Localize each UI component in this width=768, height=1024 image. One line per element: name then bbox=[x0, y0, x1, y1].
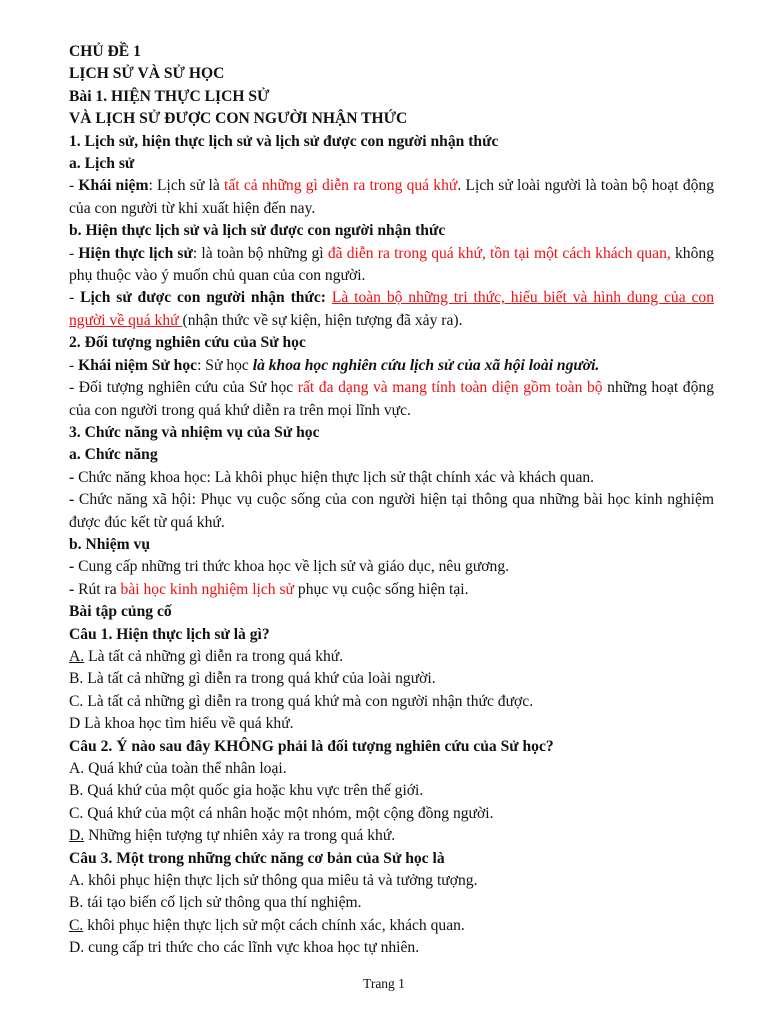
answer-letter: A. bbox=[69, 647, 85, 665]
q1-option-a: A. Là tất cả những gì diễn ra trong quá khứ. bbox=[69, 647, 344, 665]
term-label: Hiện thực lịch sử bbox=[78, 244, 193, 262]
question-1: Câu 1. Hiện thực lịch sử là gì? bbox=[69, 625, 270, 643]
highlight-text: tất cả những gì diễn ra trong quá khứ bbox=[224, 177, 458, 195]
highlight-text: đã diễn ra trong quá khứ, tồn tại một cách khách quan, bbox=[327, 244, 671, 262]
q3-option-b: B. tái tạo biến cố lịch sử thông qua thí nghiệm. bbox=[69, 894, 362, 912]
task-paragraph-1: - Cung cấp những tri thức khoa học về lịch sử và giáo dục, nêu gương. bbox=[69, 558, 510, 576]
section-1-heading: 1. Lịch sử, hiện thực lịch sử và lịch sử được con người nhận thức bbox=[69, 132, 499, 150]
perceived-history-paragraph: - Lịch sử được con người nhận thức: Là toàn bộ những tri thức, hiểu biết và hình dung của con người về quá khứ (nhận thức về sự kiện, hiện tượng đã xảy ra). bbox=[69, 289, 714, 329]
topic-title: LỊCH SỬ VÀ SỬ HỌC bbox=[69, 65, 225, 83]
history-definition-paragraph: - Khái niệm: Lịch sử là tất cả những gì diễn ra trong quá khứ. Lịch sử loài người là toàn bộ hoạt động của con người từ khi xuất hiện đến nay. bbox=[69, 177, 715, 217]
q1-option-d: D Là khoa học tìm hiểu về quá khứ. bbox=[69, 715, 294, 733]
definition-italic: là khoa học nghiên cứu lịch sử của xã hội loài người. bbox=[252, 356, 600, 374]
q1-option-c: C. Là tất cả những gì diễn ra trong quá khứ mà con người nhận thức được. bbox=[69, 692, 534, 710]
q2-option-d: D. Những hiện tượng tự nhiên xảy ra trong quá khứ. bbox=[69, 827, 396, 845]
social-function-paragraph: - Chức năng xã hội: Phục vụ cuộc sống của con người hiện tại thông qua những bài học kinh nghiệm được đúc kết từ quá khứ. bbox=[69, 491, 714, 531]
q3-option-d: D. cung cấp tri thức cho các lĩnh vực khoa học tự nhiên. bbox=[69, 939, 420, 957]
q1-option-b: B. Là tất cả những gì diễn ra trong quá khứ của loài người. bbox=[69, 670, 436, 688]
task-paragraph-2: - Rút ra bài học kinh nghiệm lịch sử phục vụ cuộc sống hiện tại. bbox=[69, 580, 469, 598]
question-2: Câu 2. Ý nào sau đây KHÔNG phải là đối tượng nghiên cứu của Sử học? bbox=[69, 737, 554, 755]
section-3-heading: 3. Chức năng và nhiệm vụ của Sử học bbox=[69, 423, 320, 441]
research-object-paragraph: - Đối tượng nghiên cứu của Sử học rất đa dạng và mang tính toàn diện gồm toàn bộ những hoạt động của con người trong quá khứ diễn ra trên mọi lĩnh vực. bbox=[69, 379, 714, 419]
question-3: Câu 3. Một trong những chức năng cơ bản của Sử học là bbox=[69, 849, 445, 867]
term-label: Khái niệm bbox=[78, 177, 149, 195]
answer-letter: C. bbox=[69, 916, 84, 934]
exercises-heading: Bài tập củng cố bbox=[69, 603, 172, 621]
highlight-text: rất đa dạng và mang tính toàn diện gồm toàn bộ bbox=[297, 379, 603, 397]
q2-option-a: A. Quá khứ của toàn thể nhân loại. bbox=[69, 760, 287, 777]
term-label: Lịch sử được con người nhận thức: bbox=[80, 289, 326, 307]
highlight-text: bài học kinh nghiệm lịch sử bbox=[120, 580, 295, 598]
section-3a-heading: a. Chức năng bbox=[69, 446, 158, 464]
history-science-definition-paragraph: - Khái niệm Sử học: Sử học là khoa học nghiên cứu lịch sử của xã hội loài người. bbox=[69, 356, 600, 374]
section-2-heading: 2. Đối tượng nghiên cứu của Sử học bbox=[69, 334, 306, 352]
q2-option-c: C. Quá khứ của một cá nhân hoặc một nhóm, một cộng đồng người. bbox=[69, 804, 494, 822]
historical-reality-paragraph: - Hiện thực lịch sử: là toàn bộ những gì đã diễn ra trong quá khứ, tồn tại một cách khách quan, không phụ thuộc vào ý muốn chủ quan của con người. bbox=[69, 244, 714, 285]
section-1b-heading: b. Hiện thực lịch sử và lịch sử được con người nhận thức bbox=[69, 222, 446, 240]
answer-letter: D. bbox=[69, 827, 85, 845]
q3-option-a: A. khôi phục hiện thực lịch sử thông qua miêu tả và tưởng tượng. bbox=[69, 872, 478, 890]
scientific-function-paragraph: - Chức năng khoa học: Là khôi phục hiện thực lịch sử thật chính xác và khách quan. bbox=[69, 468, 595, 486]
lesson-title-line1: Bài 1. HIỆN THỰC LỊCH SỬ bbox=[69, 87, 270, 105]
q2-option-b: B. Quá khứ của một quốc gia hoặc khu vực trên thế giới. bbox=[69, 782, 424, 800]
highlight-text: Là toàn bộ những tri thức, hiểu biết và hình dung của con người về quá khứ bbox=[69, 289, 714, 329]
term-label: Khái niệm Sử học bbox=[78, 356, 198, 374]
section-3b-heading: b. Nhiệm vụ bbox=[69, 535, 151, 553]
page-number: Trang 1 bbox=[363, 976, 405, 991]
topic-label: CHỦ ĐỀ 1 bbox=[69, 43, 141, 60]
lesson-title-line2: VÀ LỊCH SỬ ĐƯỢC CON NGƯỜI NHẬN THỨC bbox=[69, 110, 408, 128]
q3-option-c: C. khôi phục hiện thực lịch sử một cách chính xác, khách quan. bbox=[69, 916, 465, 934]
section-1a-heading: a. Lịch sử bbox=[69, 155, 135, 173]
